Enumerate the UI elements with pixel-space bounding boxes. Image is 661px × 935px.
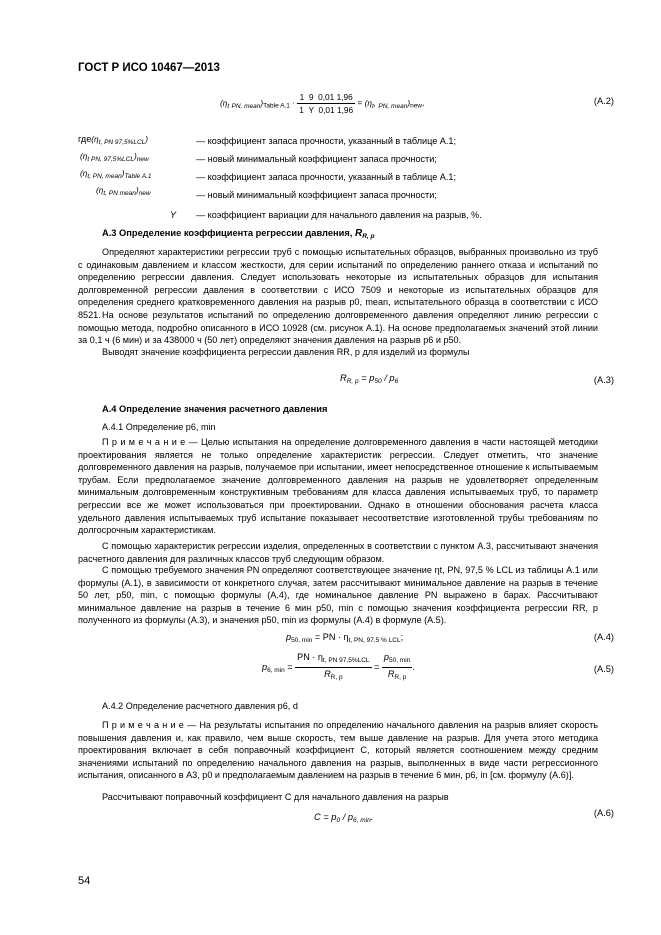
- def-text-2: — новый минимальный коэффициент запаса прочности;: [196, 154, 437, 164]
- a3-paragraph-1: Определяют характеристики регрессии труб с помощью испытательных образцов, выбранных произвольно из труб с одинаковым давлением и классом жесткости, для серии испытаний по определению раннего отказа и испытаний по определению регрессии давления. Следует использовать некоторые из испытательных образцов для испытания долговременной регрессии давления в соответствии с ИСО 7509 и некоторые из испытательных образцов для определения среднего кратковременного давления на разрыв p0, mean, испытательного образца в соответствии с ИСО 8521.: [78, 247, 598, 320]
- def-text-5: — коэффициент вариации для начального давления на разрыв, %.: [196, 210, 482, 220]
- equation-a5: $p_{6, min}$ = $\frac{PN \cdot \eta_{t, PN 97,5\%LCL}}{R_{R, p}}$ = $\frac{p_{50, min}}{R_{R, p}}$ .: [262, 652, 415, 681]
- equation-number: (А.6): [593, 808, 614, 818]
- a42-paragraph-1: Рассчитывают поправочный коэффициент C для начального давления на разрыв: [102, 792, 449, 802]
- def-symbol-4: $(\eta_{t, PN mean})_{new}$: [96, 185, 151, 197]
- a3-paragraph-2: На основе результатов испытаний по определению долговременного давления определяют линию регрессии с помощью метода, подробно описанного в ИСО 10928 (см. рисунок А.1). На основе предполагаемых значений этой линии за 0,1 ч (6 мин) и за 438000 ч (50 лет) определяют значения давления на разрыв p6 и p50.: [78, 310, 598, 346]
- def-symbol-1: $где(\eta_{t, PN 97,5\%LCL})$: [78, 134, 149, 146]
- def-symbol-3: $(\eta_{t, PN, mean})_{Table A.1}$: [80, 168, 152, 180]
- note-1: П р и м е ч а н и е — Целью испытания на определение долговременного давления в части настоящей методики проектирования является не только определение характеристик регрессии. Следует отметить, что значение долговременного давления на разрыв, получаемое при испытании, имеет непосредственное отношение к испытываемым трубам. Если предполагаемое значение долговременного давления на разрыв не удовлетворяет определенным минимальным долговременным конструктивным требованиям для класса давления испытываемых труб, то параметр регрессии все же может использоваться при проектировании. Однако в отношении обоснования расчета класса удельного давления испытываемых труб испытание показывает несоответствие изготовленной трубы требованиям по долгосрочным характеристикам.: [78, 437, 598, 536]
- equation-a4: $p_{50, min}$ = PN · $\eta_{t, PN, 97,5 \% LCL}$;: [286, 632, 404, 644]
- equation-a2: ($\eta_t$ $_{PN, mean})_{Table A.1}$ · $\frac{1 9 0,01 1,96}{1 Y 0,01 1,96}$ = ($\eta_t$, $_{PN, mean})_{new}$,: [220, 92, 425, 115]
- a4-paragraph-1: С помощью характеристик регрессии изделия, определенных в соответствии с пунктом А.3, рассчитывают значения расчетного давления для различных классов труб следующим образом.: [78, 541, 598, 564]
- equation-number: (А.3): [593, 375, 614, 385]
- where-label: где: [78, 134, 92, 144]
- def-text-3: — коэффициент запаса прочности, указанный в таблице А.1;: [196, 172, 456, 182]
- a41-title: А.4.1 Определение p6, min: [102, 422, 216, 432]
- equation-number: (А.2): [593, 96, 614, 106]
- page-number: 54: [78, 875, 91, 887]
- equation-a6: $C = p_0 / p_{6, min}$.: [314, 812, 374, 824]
- equation-number: (А.4): [593, 632, 614, 642]
- a3-paragraph-3: Выводят значение коэффициента регрессии давления RR, p для изделий из формулы: [102, 347, 470, 357]
- a42-title: А.4.2 Определение расчетного давления p6, d: [102, 701, 298, 711]
- section-a3-title: А.3 Определение коэффициента регрессии давления,: [102, 228, 353, 238]
- def-symbol-2: $(\eta_{t PN, 97,5\%LCL})_{new}$: [80, 151, 149, 163]
- note-2: П р и м е ч а н и е — На результаты испытания по определению начального давления на разрыв влияет скорость повышения давления и, как правило, чем выше скорость, тем выше давление на разрыв. Для учета этого методика проектирования включает в себя поправочный коэффициент С, который является соотношением между средним значениями испытаний по определению начального давления на разрыв, выполненных в виде части регрессионного испытания, описанного в А3, p0 и предполагаемым давлением на разрыв в течение 6 мин, p6, in [см. формулу (А.6)].: [78, 720, 598, 781]
- section-a3-heading: А.3 Определение коэффициента регрессии давления, $R_{R, p}$: [102, 228, 375, 240]
- def-symbol-5: Y: [170, 210, 177, 220]
- equation-number: (А.5): [593, 664, 614, 674]
- equation-a3: $R_{R, p} = p_{50} / p_6$: [340, 373, 399, 385]
- def-text-1: — коэффициент запаса прочности, указанный в таблице А.1;: [196, 136, 456, 146]
- document-header: ГОСТ Р ИСО 10467—2013: [78, 62, 220, 74]
- def-text-4: — новый минимальный коэффициент запаса прочности;: [196, 190, 437, 200]
- a4-paragraph-2: С помощью требуемого значения PN определяют соответствующее значение ηt, PN, 97,5 % LCL из таблицы А.1 или формулы (А.1), в зависимости от конкретного случая, затем рассчитывают минимальное давление на разрыв в течение 50 лет, p50, min, с помощью формулы (А.4), где номинальное давление PN выражено в барах. Рассчитывают минимальное давление на разрыв в течение 6 мин p50, min с помощью значения коэффициента регрессии RR, p полученного из формулы (А.3), и значения p50, min из формулы (А.4) в формуле (А.5).: [78, 565, 598, 626]
- section-a4-title: А.4 Определение значения расчетного давления: [102, 404, 328, 414]
